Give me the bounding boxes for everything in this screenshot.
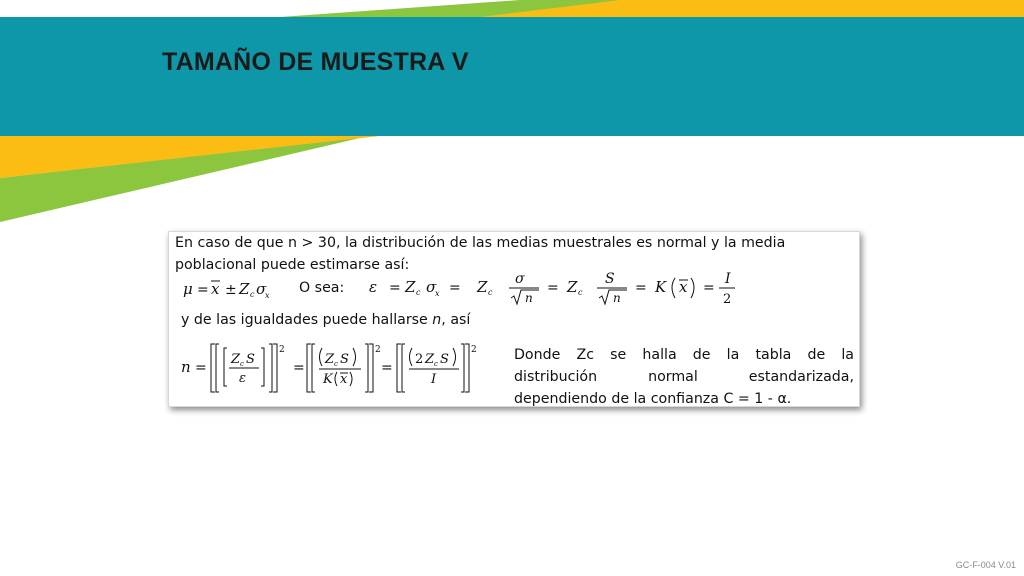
svg-text:x: x <box>679 278 688 296</box>
svg-text:c: c <box>334 360 338 368</box>
svg-text:x: x <box>265 291 270 300</box>
intro-line-2: poblacional puede estimarse así: <box>175 257 410 273</box>
svg-text:K: K <box>655 278 667 296</box>
svg-text:2: 2 <box>723 292 732 307</box>
svg-text:=: = <box>703 280 715 296</box>
svg-text:Z: Z <box>325 352 335 367</box>
slide-title: TAMAÑO DE MUESTRA V <box>162 48 469 76</box>
svg-text:=: = <box>547 280 559 296</box>
svg-text:=: = <box>195 360 207 376</box>
svg-text:=: = <box>381 360 393 376</box>
svg-text:±: ± <box>225 282 237 298</box>
svg-text:c: c <box>488 288 493 297</box>
sample-size-formula <box>181 344 477 392</box>
svg-text:x: x <box>435 289 440 298</box>
equalities-note-var: n <box>432 312 442 328</box>
svg-text:I: I <box>431 372 437 387</box>
svg-text:x: x <box>340 372 348 387</box>
svg-text:n: n <box>181 358 191 376</box>
svg-text:c: c <box>240 360 244 368</box>
zc-explanation-line-2: distribución normal estandarizada, <box>514 369 854 385</box>
svg-text:=: = <box>389 280 401 296</box>
svg-text:ε: ε <box>239 371 246 386</box>
svg-text:σ: σ <box>426 278 437 296</box>
svg-text:Z: Z <box>477 278 488 296</box>
svg-text:=: = <box>449 280 461 296</box>
svg-text:σ: σ <box>256 280 267 298</box>
footer-code: GC-F-004 V.01 <box>955 560 1016 570</box>
svg-text:=: = <box>293 360 305 376</box>
svg-text:Z: Z <box>239 280 250 298</box>
svg-text:c: c <box>416 288 421 297</box>
svg-text:n: n <box>525 291 533 305</box>
svg-text:ε: ε <box>369 278 378 296</box>
svg-text:Z: Z <box>405 278 416 296</box>
svg-text:2: 2 <box>279 345 285 355</box>
svg-text:K: K <box>323 372 333 387</box>
svg-text:c: c <box>578 288 583 297</box>
zc-explanation-line-1: Donde Zc se halla de la tabla de la <box>514 347 854 363</box>
formula-box <box>168 231 860 407</box>
svg-text:μ: μ <box>183 280 193 298</box>
svg-text:S: S <box>340 352 349 367</box>
equalities-note-suffix: , así <box>441 312 471 328</box>
mean-estimate-formula <box>183 280 270 300</box>
svg-text:Z: Z <box>231 352 241 367</box>
svg-text:I: I <box>725 271 731 287</box>
svg-text:S: S <box>440 352 449 367</box>
svg-text:Z: Z <box>425 352 435 367</box>
svg-text:σ: σ <box>515 271 525 287</box>
svg-text:S: S <box>605 271 615 287</box>
svg-text:Z: Z <box>567 278 578 296</box>
svg-text:2: 2 <box>375 345 381 355</box>
svg-text:n: n <box>613 291 621 305</box>
svg-text:c: c <box>250 290 255 299</box>
o-sea-label: O sea: <box>299 280 345 296</box>
zc-explanation <box>514 344 854 410</box>
error-formula <box>369 271 735 307</box>
svg-text:S: S <box>246 352 255 367</box>
svg-text:c: c <box>434 360 438 368</box>
svg-text:2: 2 <box>415 352 424 367</box>
svg-text:2: 2 <box>471 345 477 355</box>
zc-explanation-line-3: dependiendo de la confianza C = 1 - α. <box>514 391 792 407</box>
svg-text:=: = <box>197 282 209 298</box>
header-band <box>0 17 1024 136</box>
equalities-note-prefix: y de las igualdades puede hallarse <box>181 312 433 328</box>
intro-line-1: En caso de que n > 30, la distribución de las medias muestrales es normal y la media <box>175 235 786 251</box>
svg-text:=: = <box>635 280 647 296</box>
svg-text:x: x <box>211 280 220 298</box>
